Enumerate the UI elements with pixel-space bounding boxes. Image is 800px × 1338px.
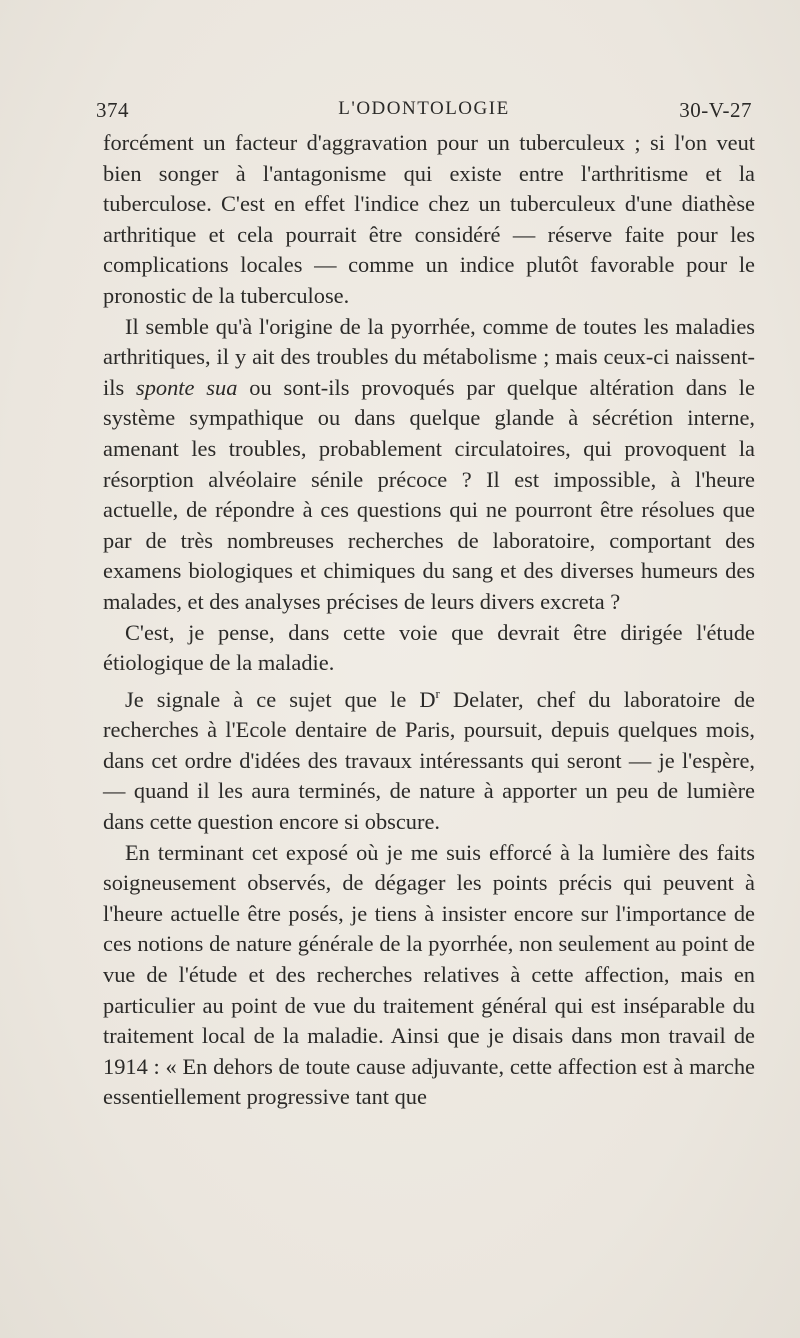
paragraph-2 bbox=[103, 312, 755, 618]
paragraph-4-text-b: Delater, chef du laboratoire de recherches à l'Ecole dentaire de Paris, poursuit, depuis quelques mois, dans cet ordre d'idées des travaux intéressants qui seront — je l'espère, — quand il les aura terminés, de nature à apporter un peu de lumière dans cette question encore si obscure. bbox=[103, 686, 755, 835]
body-text bbox=[103, 128, 755, 1113]
issue-date: 30-V-27 bbox=[679, 98, 752, 122]
page-number: 374 bbox=[96, 98, 129, 122]
paragraph-3: C'est, je pense, dans cette voie que devrait être dirigée l'étude étiologique de la maladie. bbox=[103, 619, 755, 676]
journal-title: L'ODONTOLOGIE bbox=[338, 98, 510, 119]
paragraph-2-latin-phrase: sponte sua bbox=[136, 374, 238, 400]
paragraph-2-text-b: ou sont-ils provoqués par quelque altération dans le système sympathique ou dans quelque glande à sécrétion interne, amenant les troubles, probablement circulatoires, qui provoquent la résorption alvéolaire sénile précoce ? Il est impossible, à l'heure actuelle, de répondre à ces questions qui ne pourront être résolues que par de très nombreuses recherches de laboratoire, comportant des examens biologiques et chimiques du sang et des diverses humeurs des malades, et des analyses précises de leurs divers excreta ? bbox=[103, 374, 755, 614]
paragraph-4 bbox=[103, 679, 755, 838]
running-head bbox=[96, 98, 752, 126]
paragraph-2-text-a: Il semble qu'à l'origine de la pyorrhée, comme de toutes les maladies arthritiques, il y ait des troubles du métabolisme ; mais ceux-ci naissent-ils bbox=[103, 313, 755, 400]
paragraph-4-superscript: r bbox=[435, 685, 440, 701]
paragraph-4-text-a: Je signale à ce sujet que le D bbox=[125, 686, 436, 712]
paragraph-1: forcément un facteur d'aggravation pour un tuberculeux ; si l'on veut bien songer à l'antagonisme qui existe entre l'arthritisme et la tuberculose. C'est en effet l'indice chez un tuberculeux d'une diathèse arthritique et cela pourrait être considéré — réserve faite pour les complications locales — comme un indice plutôt favorable pour le pronostic de la tuberculose. bbox=[103, 130, 755, 308]
paragraph-5: En terminant cet exposé où je me suis efforcé à la lumière des faits soigneusement observés, de dégager les points précis qui peuvent à l'heure actuelle être posés, je tiens à insister encore sur l'importance de ces notions de nature générale de la pyorrhée, non seulement au point de vue de l'étude et des recherches relatives à cette affection, mais en particulier au point de vue du traitement général qui est inséparable du traitement local de la maladie. Ainsi que je disais dans mon travail de 1914 : « En dehors de toute cause adjuvante, cette affection est à marche essentiellement progressive tant que bbox=[103, 839, 755, 1110]
